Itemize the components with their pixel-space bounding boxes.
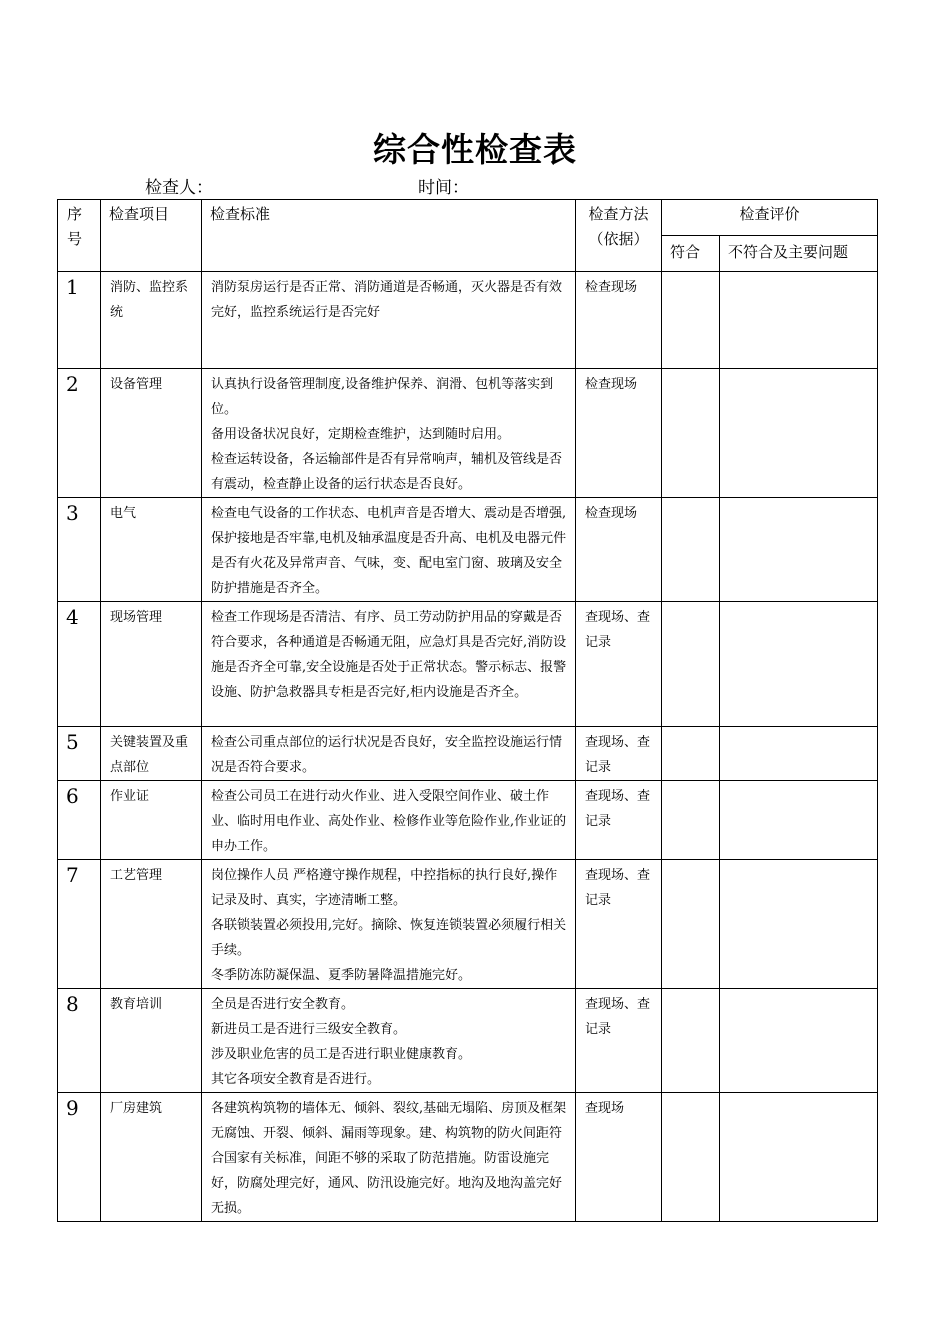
row-criteria bbox=[202, 727, 576, 781]
row-nonconform-cell[interactable] bbox=[720, 727, 878, 781]
table-row bbox=[58, 1093, 878, 1222]
table-row bbox=[58, 989, 878, 1093]
row-method: 检查现场 bbox=[576, 272, 662, 369]
row-number: 6 bbox=[58, 781, 101, 860]
criteria-paragraph: 其它各项安全教育是否进行。 bbox=[211, 1072, 381, 1087]
row-nonconform-cell[interactable] bbox=[720, 781, 878, 860]
table-row bbox=[58, 602, 878, 727]
criteria-paragraph: 备用设备状况良好，定期检查维护，达到随时启用。 bbox=[211, 427, 511, 442]
header-row-1 bbox=[58, 200, 878, 236]
criteria-paragraph: 检查公司员工在进行动火作业、进入受限空间作业、破土作业、临时用电作业、高处作业、检修作业等危险作业,作业证的申办工作。 bbox=[211, 789, 567, 854]
row-criteria bbox=[202, 860, 576, 989]
row-nonconform-cell[interactable] bbox=[720, 369, 878, 498]
table-row bbox=[58, 369, 878, 498]
row-criteria bbox=[202, 498, 576, 602]
row-conform-cell[interactable] bbox=[662, 860, 720, 989]
criteria-paragraph: 岗位操作人员 严格遵守操作规程，中控指标的执行良好,操作记录及时、真实，字迹清晰工整。 bbox=[211, 868, 558, 908]
row-criteria bbox=[202, 781, 576, 860]
row-method: 查现场 bbox=[576, 1093, 662, 1222]
criteria-paragraph: 检查电气设备的工作状态、电机声音是否增大、震动是否增强,保护接地是否牢靠,电机及轴承温度是否升高、电机及电器元件是否有火花及异常声音、气味，变、配电室门窗、玻璃及安全防护措施是否齐全。 bbox=[211, 506, 567, 596]
row-nonconform-cell[interactable] bbox=[720, 272, 878, 369]
table-row bbox=[58, 272, 878, 369]
row-number: 9 bbox=[58, 1093, 101, 1222]
row-number: 8 bbox=[58, 989, 101, 1093]
row-item: 电气 bbox=[101, 498, 202, 602]
row-item: 消防、监控系统 bbox=[101, 272, 202, 369]
table-row bbox=[58, 498, 878, 602]
row-nonconform-cell[interactable] bbox=[720, 1093, 878, 1222]
row-method: 检查现场 bbox=[576, 369, 662, 498]
criteria-paragraph: 检查运转设备，各运输部件是否有异常响声，辅机及管线是否有震动，检查静止设备的运行状态是否良好。 bbox=[211, 452, 563, 492]
criteria-paragraph: 全员是否进行安全教育。 bbox=[211, 997, 355, 1012]
row-conform-cell[interactable] bbox=[662, 1093, 720, 1222]
criteria-paragraph: 涉及职业危害的员工是否进行职业健康教育。 bbox=[211, 1047, 472, 1062]
row-method: 查现场、查记录 bbox=[576, 860, 662, 989]
criteria-paragraph: 新进员工是否进行三级安全教育。 bbox=[211, 1022, 407, 1037]
table-body bbox=[58, 272, 878, 1222]
header-criteria: 检查标准 bbox=[202, 200, 576, 272]
criteria-paragraph: 各联锁装置必须投用,完好。摘除、恢复连锁装置必须履行相关手续。 bbox=[211, 918, 567, 958]
criteria-paragraph: 各建筑构筑物的墙体无、倾斜、裂纹,基础无塌陷、房顶及框架无腐蚀、开裂、倾斜、漏雨等现象。建、构筑物的防火间距符合国家有关标准，间距不够的采取了防范措施。防雷设施完好，防腐处理完好，通风、防汛设施完好。地沟及地沟盖完好无损。 bbox=[211, 1101, 567, 1216]
row-nonconform-cell[interactable] bbox=[720, 860, 878, 989]
criteria-paragraph: 消防泵房运行是否正常、消防通道是否畅通，灭火器是否有效完好，监控系统运行是否完好 bbox=[211, 280, 563, 320]
row-criteria bbox=[202, 602, 576, 727]
row-item: 现场管理 bbox=[101, 602, 202, 727]
row-item: 作业证 bbox=[101, 781, 202, 860]
header-evaluation: 检查评价 bbox=[662, 200, 878, 236]
criteria-paragraph: 检查公司重点部位的运行状况是否良好，安全监控设施运行情况是否符合要求。 bbox=[211, 735, 563, 775]
row-item: 厂房建筑 bbox=[101, 1093, 202, 1222]
row-conform-cell[interactable] bbox=[662, 989, 720, 1093]
row-number: 2 bbox=[58, 369, 101, 498]
row-criteria bbox=[202, 369, 576, 498]
row-method: 查现场、查记录 bbox=[576, 781, 662, 860]
table-row bbox=[58, 781, 878, 860]
header-item: 检查项目 bbox=[101, 200, 202, 272]
row-criteria bbox=[202, 272, 576, 369]
row-number: 1 bbox=[58, 272, 101, 369]
row-nonconform-cell[interactable] bbox=[720, 989, 878, 1093]
row-method: 查现场、查记录 bbox=[576, 602, 662, 727]
criteria-paragraph: 认真执行设备管理制度,设备维护保养、润滑、包机等落实到位。 bbox=[211, 377, 554, 417]
header-nonconform: 不符合及主要问题 bbox=[720, 236, 878, 272]
row-item: 教育培训 bbox=[101, 989, 202, 1093]
row-criteria bbox=[202, 989, 576, 1093]
page-title: 综合性检查表 bbox=[373, 130, 577, 169]
time-label: 时间： bbox=[418, 178, 469, 198]
inspector-label: 检查人： bbox=[145, 178, 213, 198]
row-conform-cell[interactable] bbox=[662, 498, 720, 602]
row-method: 查现场、查记录 bbox=[576, 727, 662, 781]
row-conform-cell[interactable] bbox=[662, 369, 720, 498]
row-number: 5 bbox=[58, 727, 101, 781]
row-nonconform-cell[interactable] bbox=[720, 498, 878, 602]
inspection-table bbox=[57, 199, 878, 1222]
row-item: 关键装置及重点部位 bbox=[101, 727, 202, 781]
header-conform: 符合 bbox=[662, 236, 720, 272]
row-nonconform-cell[interactable] bbox=[720, 602, 878, 727]
header-no bbox=[58, 200, 101, 272]
row-conform-cell[interactable] bbox=[662, 272, 720, 369]
header-method: 检查方法（依据） bbox=[576, 200, 662, 272]
row-method: 查现场、查记录 bbox=[576, 989, 662, 1093]
row-method: 检查现场 bbox=[576, 498, 662, 602]
row-criteria bbox=[202, 1093, 576, 1222]
table-row bbox=[58, 727, 878, 781]
criteria-paragraph: 冬季防冻防凝保温、夏季防暑降温措施完好。 bbox=[211, 968, 472, 983]
row-item: 设备管理 bbox=[101, 369, 202, 498]
row-number: 7 bbox=[58, 860, 101, 989]
row-number: 3 bbox=[58, 498, 101, 602]
row-item: 工艺管理 bbox=[101, 860, 202, 989]
row-conform-cell[interactable] bbox=[662, 727, 720, 781]
row-conform-cell[interactable] bbox=[662, 602, 720, 727]
table-row bbox=[58, 860, 878, 989]
row-conform-cell[interactable] bbox=[662, 781, 720, 860]
row-number: 4 bbox=[58, 602, 101, 727]
criteria-paragraph: 检查工作现场是否清洁、有序、员工劳动防护用品的穿戴是否符合要求，各种通道是否畅通无阻，应急灯具是否完好,消防设施是否齐全可靠,安全设施是否处于正常状态。警示标志、报警设施、防护急救器具专柜是否完好,柜内设施是否齐全。 bbox=[211, 610, 567, 700]
header-no-label: 序号 bbox=[67, 205, 83, 248]
